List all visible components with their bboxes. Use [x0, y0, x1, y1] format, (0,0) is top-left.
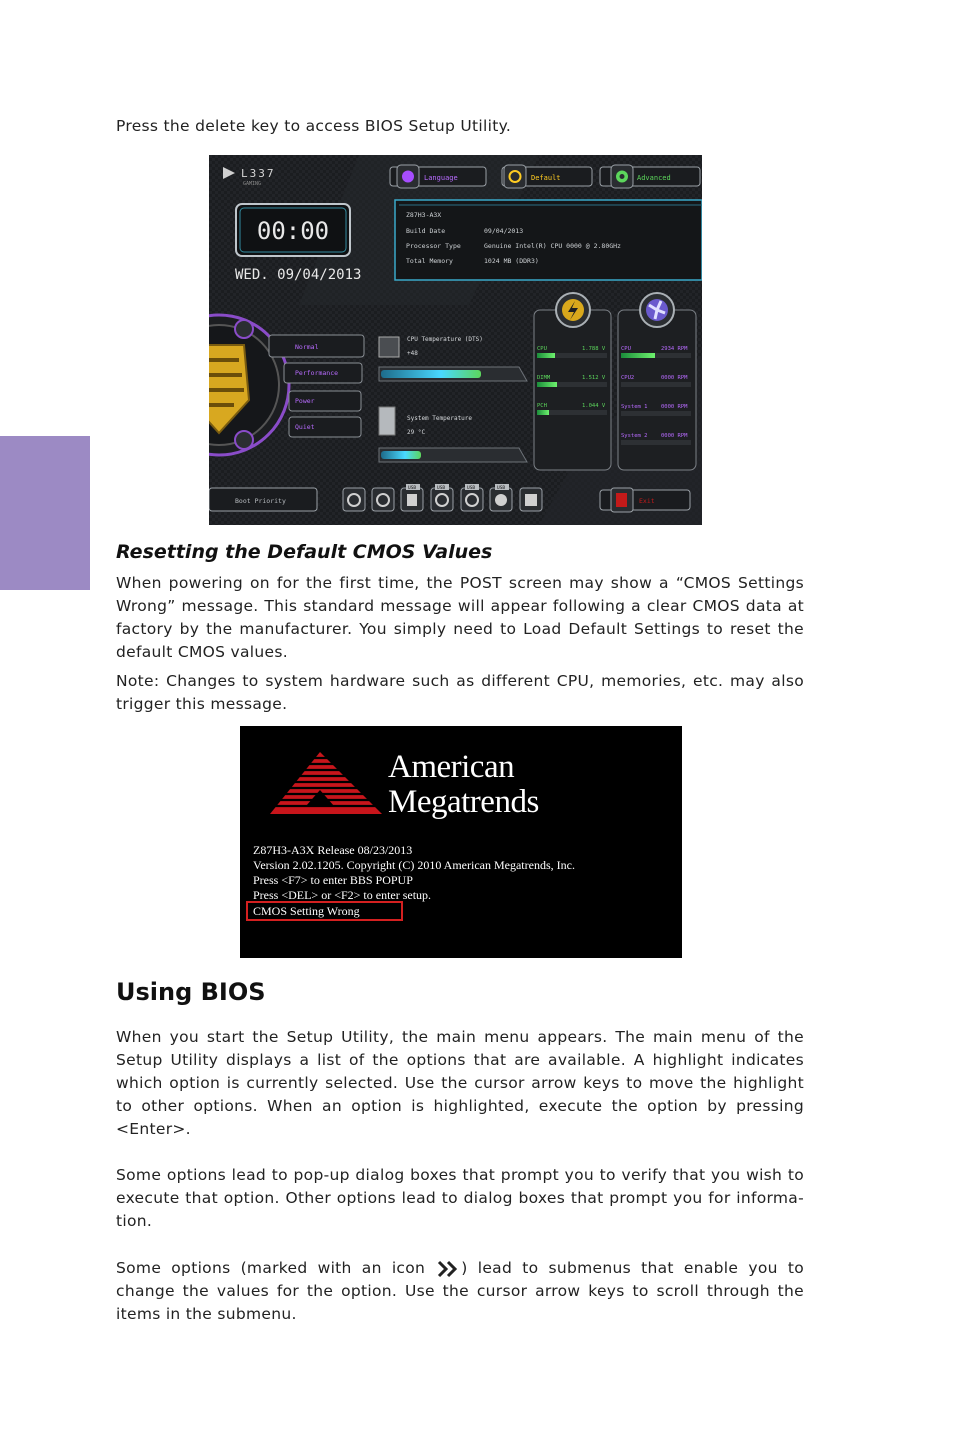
cmos-note: Note: Changes to system hardware such as different CPU, memories, etc. may also trigger this message. — [116, 672, 804, 713]
ami-logo — [270, 752, 382, 814]
network-icon — [495, 494, 507, 506]
logo-sub: GAMING — [243, 181, 262, 187]
pc-tower-icon — [379, 407, 395, 435]
logo-text: L337 — [241, 167, 276, 180]
svg-text:CPU: CPU — [537, 346, 547, 352]
language-icon — [402, 171, 414, 183]
cmos-paragraph: When powering on for the first time, the POST screen may show a “CMOS Settings Wrong” message. This standard message will appear following a clear CMOS data at factory by the manufacturer. You simply need to Load Default Settings to reset the default CMOS values. — [116, 574, 804, 661]
svg-text:USB: USB — [437, 486, 446, 491]
windows-icon — [525, 494, 537, 506]
bios-language-button[interactable] — [390, 165, 486, 188]
chapter-side-tab — [0, 436, 90, 590]
svg-text:0000 RPM: 0000 RPM — [661, 375, 688, 381]
svg-text:2934 RPM: 2934 RPM — [661, 346, 688, 352]
svg-text:Normal: Normal — [295, 343, 319, 351]
cmos-error-message: CMOS Setting Wrong — [253, 904, 360, 918]
section-heading-using-bios: Using BIOS — [116, 978, 266, 1006]
svg-text:USB: USB — [408, 486, 417, 491]
svg-text:Advanced: Advanced — [637, 174, 671, 182]
fan-panel — [618, 293, 696, 470]
post-line: Version 2.02.1205. Copyright (C) 2010 American Megatrends, Inc. — [253, 858, 575, 872]
usb-drive-icon — [407, 494, 417, 506]
dial-up-icon — [235, 320, 253, 338]
dial-down-icon — [235, 431, 253, 449]
svg-text:Boot Priority: Boot Priority — [235, 497, 286, 505]
bios-date: WED. 09/04/2013 — [235, 267, 362, 283]
svg-text:09/04/2013: 09/04/2013 — [484, 227, 524, 235]
svg-text:DIMM: DIMM — [537, 375, 551, 381]
ami-brand-line1: American — [388, 749, 515, 785]
svg-text:Default: Default — [531, 174, 561, 182]
section-heading-cmos: Resetting the Default CMOS Values — [116, 541, 493, 563]
exit-door-icon — [616, 493, 627, 507]
svg-text:CPU2: CPU2 — [621, 375, 635, 381]
svg-text:0000 RPM: 0000 RPM — [661, 404, 688, 410]
svg-text:Build Date: Build Date — [406, 227, 446, 235]
post-line: Press <F7> to enter BBS POPUP — [253, 873, 413, 887]
svg-text:+48: +48 — [407, 350, 418, 357]
cpu-chip-icon — [379, 337, 399, 357]
svg-text:Performance: Performance — [295, 369, 339, 377]
using-bios-paragraph-2: Some options lead to pop-up dialog boxes that prompt you to verify that you wish to execute that option. Other options lead to dialog boxes that prompt you for informa-tion. — [116, 1166, 804, 1230]
svg-text:1.044 V: 1.044 V — [582, 403, 606, 409]
system-info-panel — [395, 200, 702, 280]
svg-text:Z87H3-A3X: Z87H3-A3X — [406, 211, 442, 219]
bios-screenshot — [209, 155, 702, 525]
svg-text:USB: USB — [497, 486, 506, 491]
mode-power[interactable] — [289, 391, 361, 411]
svg-text:Total Memory: Total Memory — [406, 257, 453, 265]
svg-text:Power: Power — [295, 397, 315, 405]
ami-brand-line2: Megatrends — [388, 784, 539, 820]
mode-performance[interactable] — [284, 363, 362, 383]
svg-text:CPU Temperature (DTS): CPU Temperature (DTS) — [407, 336, 483, 343]
svg-text:Processor Type: Processor Type — [406, 242, 461, 250]
post-screenshot — [240, 726, 682, 958]
svg-text:Language: Language — [424, 174, 458, 182]
svg-text:1.788 V: 1.788 V — [582, 346, 606, 352]
svg-text:System Temperature: System Temperature — [407, 415, 473, 422]
using-bios-paragraph-1: When you start the Setup Utility, the main menu appears. The main menu of the Setup Utility displays a list of the options that are available. A highlight indicates which option is currently selected. Use the cursor arrow keys to move the highlight to other options. When an option is highlighted, execute the option by pressing <Enter>. — [116, 1028, 804, 1138]
submenu-chevron-icon — [437, 1260, 459, 1278]
post-line: Press <DEL> or <F2> to enter setup. — [253, 888, 432, 902]
mode-normal[interactable] — [269, 335, 364, 357]
svg-text:System 2: System 2 — [621, 433, 648, 439]
svg-text:1024 MB (DDR3): 1024 MB (DDR3) — [484, 257, 539, 265]
svg-text:Exit: Exit — [639, 497, 655, 505]
svg-text:Genuine Intel(R) CPU 0000 @ 2.: Genuine Intel(R) CPU 0000 @ 2.80GHz — [484, 242, 621, 250]
voltage-panel — [534, 293, 611, 470]
post-line: Z87H3-A3X Release 08/23/2013 — [253, 843, 413, 857]
boot-priority-button[interactable] — [209, 488, 317, 511]
svg-text:PCH: PCH — [537, 403, 547, 409]
bios-default-button[interactable] — [502, 165, 592, 188]
error-highlight-box — [246, 901, 403, 921]
svg-text:System 1: System 1 — [621, 404, 648, 410]
bios-advanced-button[interactable] — [600, 165, 700, 188]
svg-text:USB: USB — [467, 486, 476, 491]
svg-text:CPU: CPU — [621, 346, 631, 352]
bios-exit-button[interactable] — [600, 488, 690, 512]
using-bios-paragraph-3: Some options (marked with an icon ) lead to submenus that enable you to change the values for the option. Use the cursor arrow keys to scroll through the items in the submenu. — [116, 1259, 805, 1323]
intro-text: Press the delete key to access BIOS Setup Utility. — [116, 117, 512, 135]
svg-text:Quiet: Quiet — [295, 423, 315, 431]
svg-text:0000 RPM: 0000 RPM — [661, 433, 688, 439]
svg-text:29 °C: 29 °C — [407, 429, 426, 436]
mode-quiet[interactable] — [289, 417, 361, 437]
svg-text:1.512 V: 1.512 V — [582, 375, 606, 381]
bios-clock: 00:00 — [256, 217, 330, 245]
